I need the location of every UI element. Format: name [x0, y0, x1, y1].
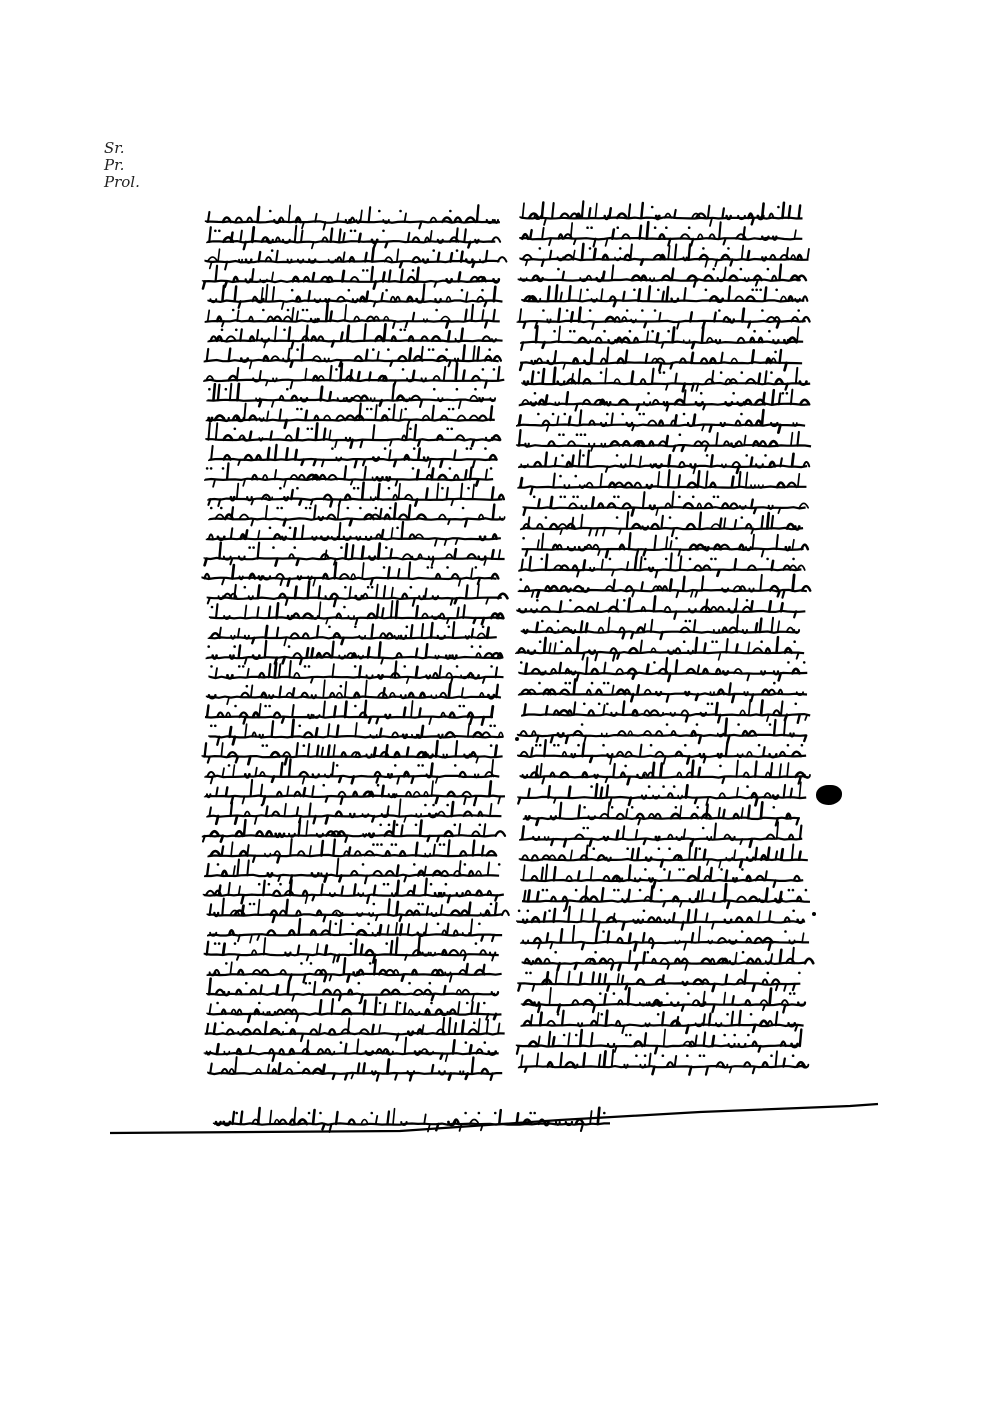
- script-line: [522, 615, 799, 639]
- left-column: [203, 205, 509, 1080]
- script-line: [207, 799, 501, 824]
- script-line: [524, 802, 800, 825]
- script-line: [521, 201, 803, 226]
- script-line: [519, 575, 810, 598]
- script-line: [519, 450, 809, 473]
- script-line: [205, 859, 500, 884]
- script-line: [519, 1050, 808, 1075]
- script-line: [207, 384, 495, 408]
- script-line: [520, 222, 802, 246]
- script-line: [208, 581, 508, 606]
- script-line: [520, 244, 808, 267]
- script-line: [208, 919, 502, 943]
- script-line: [518, 308, 810, 329]
- script-line: [522, 884, 810, 909]
- script-line: [207, 680, 501, 704]
- script-line: [517, 596, 805, 618]
- script-line: [205, 543, 505, 566]
- right-column: [516, 201, 813, 1074]
- script-line: [203, 266, 499, 289]
- script-line: [209, 622, 497, 645]
- script-line: [517, 907, 805, 930]
- script-line: [205, 938, 499, 963]
- ink-dot: [812, 912, 816, 916]
- script-line: [516, 637, 804, 660]
- script-line: [519, 658, 807, 681]
- script-line: [203, 562, 499, 586]
- script-line: [519, 679, 807, 702]
- bottom-rule: [110, 1104, 878, 1133]
- script-line: [207, 979, 498, 1003]
- script-line: [203, 741, 503, 764]
- script-line: [205, 1038, 499, 1062]
- script-line: [209, 839, 497, 862]
- script-line: [203, 820, 505, 842]
- script-line: [207, 403, 495, 427]
- script-line: [206, 304, 500, 328]
- script-line: [208, 958, 502, 982]
- script-line: [522, 700, 810, 723]
- script-line: [522, 1011, 804, 1033]
- margin-note-line-1: Sr.: [104, 139, 125, 157]
- script-line: [206, 248, 507, 269]
- script-line: [208, 1057, 502, 1081]
- script-line: [207, 997, 501, 1021]
- script-line: [210, 601, 504, 624]
- script-line: [519, 265, 806, 287]
- script-line: [521, 926, 809, 951]
- ink-dot: [515, 737, 519, 741]
- script-line: [205, 463, 493, 486]
- script-line: [520, 347, 802, 370]
- script-line: [520, 822, 802, 847]
- margin-note-line-2: Pr.: [104, 156, 125, 174]
- script-line: [208, 284, 502, 309]
- script-line: [207, 641, 503, 664]
- script-line: [521, 512, 803, 536]
- script-line: [523, 948, 814, 971]
- script-line: [521, 326, 803, 350]
- script-line: [208, 483, 503, 507]
- script-line: [520, 390, 809, 411]
- script-line: [522, 285, 807, 306]
- script-line: [206, 205, 500, 229]
- script-line: [521, 761, 810, 785]
- script-line: [518, 470, 806, 494]
- script-line: [206, 423, 500, 448]
- script-line: [209, 445, 497, 467]
- script-line: [205, 780, 505, 804]
- script-line: [208, 898, 509, 921]
- script-line: [205, 701, 493, 725]
- script-line: [518, 740, 806, 764]
- script-line: [522, 533, 808, 557]
- script-line: [209, 324, 503, 348]
- script-line: [518, 719, 806, 744]
- script-line: [209, 503, 504, 526]
- script-line: [521, 865, 803, 888]
- script-line: [522, 988, 805, 1013]
- script-line: [204, 879, 504, 903]
- script-line: [524, 492, 809, 516]
- script-line: [517, 410, 805, 433]
- script-line: [209, 661, 503, 684]
- script-line: [517, 430, 811, 451]
- script-line: [209, 720, 503, 745]
- script-line: [517, 1029, 801, 1053]
- margin-note-line-3: Prol.: [104, 173, 140, 191]
- script-line: [207, 226, 500, 249]
- bottom-rule-line: [110, 1104, 878, 1133]
- script-line: [518, 970, 800, 991]
- script-line: [522, 368, 810, 391]
